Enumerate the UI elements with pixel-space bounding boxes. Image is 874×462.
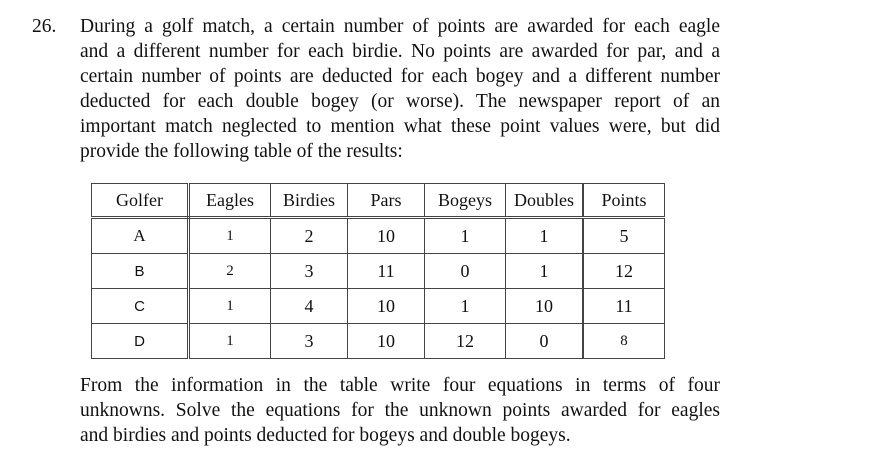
header-birdies: Birdies (271, 184, 348, 218)
intro-line: important match neglected to mention what these point values were, but did (80, 116, 720, 137)
eagles-cell: 1 (189, 324, 271, 359)
problem-block (32, 14, 732, 164)
header-doubles: Doubles (506, 184, 584, 218)
bogeys-cell: 1 (425, 289, 506, 324)
intro-line: deducted for each double bogey (or worse). The newspaper report of an (80, 91, 720, 112)
birdies-cell: 3 (271, 324, 348, 359)
problem-number: 26. (32, 16, 57, 37)
doubles-cell: 1 (506, 254, 584, 289)
header-bogeys: Bogeys (425, 184, 506, 218)
doubles-cell: 1 (506, 218, 584, 254)
problem-intro-paragraph (80, 14, 720, 164)
birdies-cell: 4 (271, 289, 348, 324)
table-row (92, 324, 665, 359)
birdies-cell: 2 (271, 218, 348, 254)
header-points: Points (583, 184, 665, 218)
points-cell: 11 (583, 289, 665, 324)
eagles-cell: 1 (189, 289, 271, 324)
golfer-cell: A (92, 218, 189, 254)
intro-line: During a golf match, a certain number of points are awarded for each eagle (80, 16, 720, 37)
points-cell: 5 (583, 218, 665, 254)
pars-cell: 11 (348, 254, 425, 289)
results-table (91, 183, 665, 359)
table-header-row (92, 184, 665, 218)
problem-intro (32, 14, 732, 164)
pars-cell: 10 (348, 289, 425, 324)
closing-line: From the information in the table write four equations in terms of four (80, 375, 720, 396)
header-golfer: Golfer (92, 184, 189, 218)
birdies-cell: 3 (271, 254, 348, 289)
pars-cell: 10 (348, 218, 425, 254)
intro-line: certain number of points are deducted for each bogey and a different number (80, 66, 720, 87)
closing-line: and birdies and points deducted for bogeys and double bogeys. (80, 425, 571, 446)
points-cell: 8 (583, 324, 665, 359)
doubles-cell: 0 (506, 324, 584, 359)
bogeys-cell: 1 (425, 218, 506, 254)
golfer-cell: D (92, 324, 189, 359)
pars-cell: 10 (348, 324, 425, 359)
points-cell: 12 (583, 254, 665, 289)
bogeys-cell: 12 (425, 324, 506, 359)
header-pars: Pars (348, 184, 425, 218)
table-row (92, 254, 665, 289)
intro-line: and a different number for each birdie. No points are awarded for par, and a (80, 41, 720, 62)
golfer-cell: B (92, 254, 189, 289)
bogeys-cell: 0 (425, 254, 506, 289)
header-eagles: Eagles (189, 184, 271, 218)
table-row (92, 218, 665, 254)
table-row (92, 289, 665, 324)
eagles-cell: 2 (189, 254, 271, 289)
doubles-cell: 10 (506, 289, 584, 324)
intro-line: provide the following table of the results: (80, 141, 403, 162)
eagles-cell: 1 (189, 218, 271, 254)
closing-paragraph (80, 373, 720, 448)
golfer-cell: C (92, 289, 189, 324)
closing-line: unknowns. Solve the equations for the unknown points awarded for eagles (80, 400, 720, 421)
